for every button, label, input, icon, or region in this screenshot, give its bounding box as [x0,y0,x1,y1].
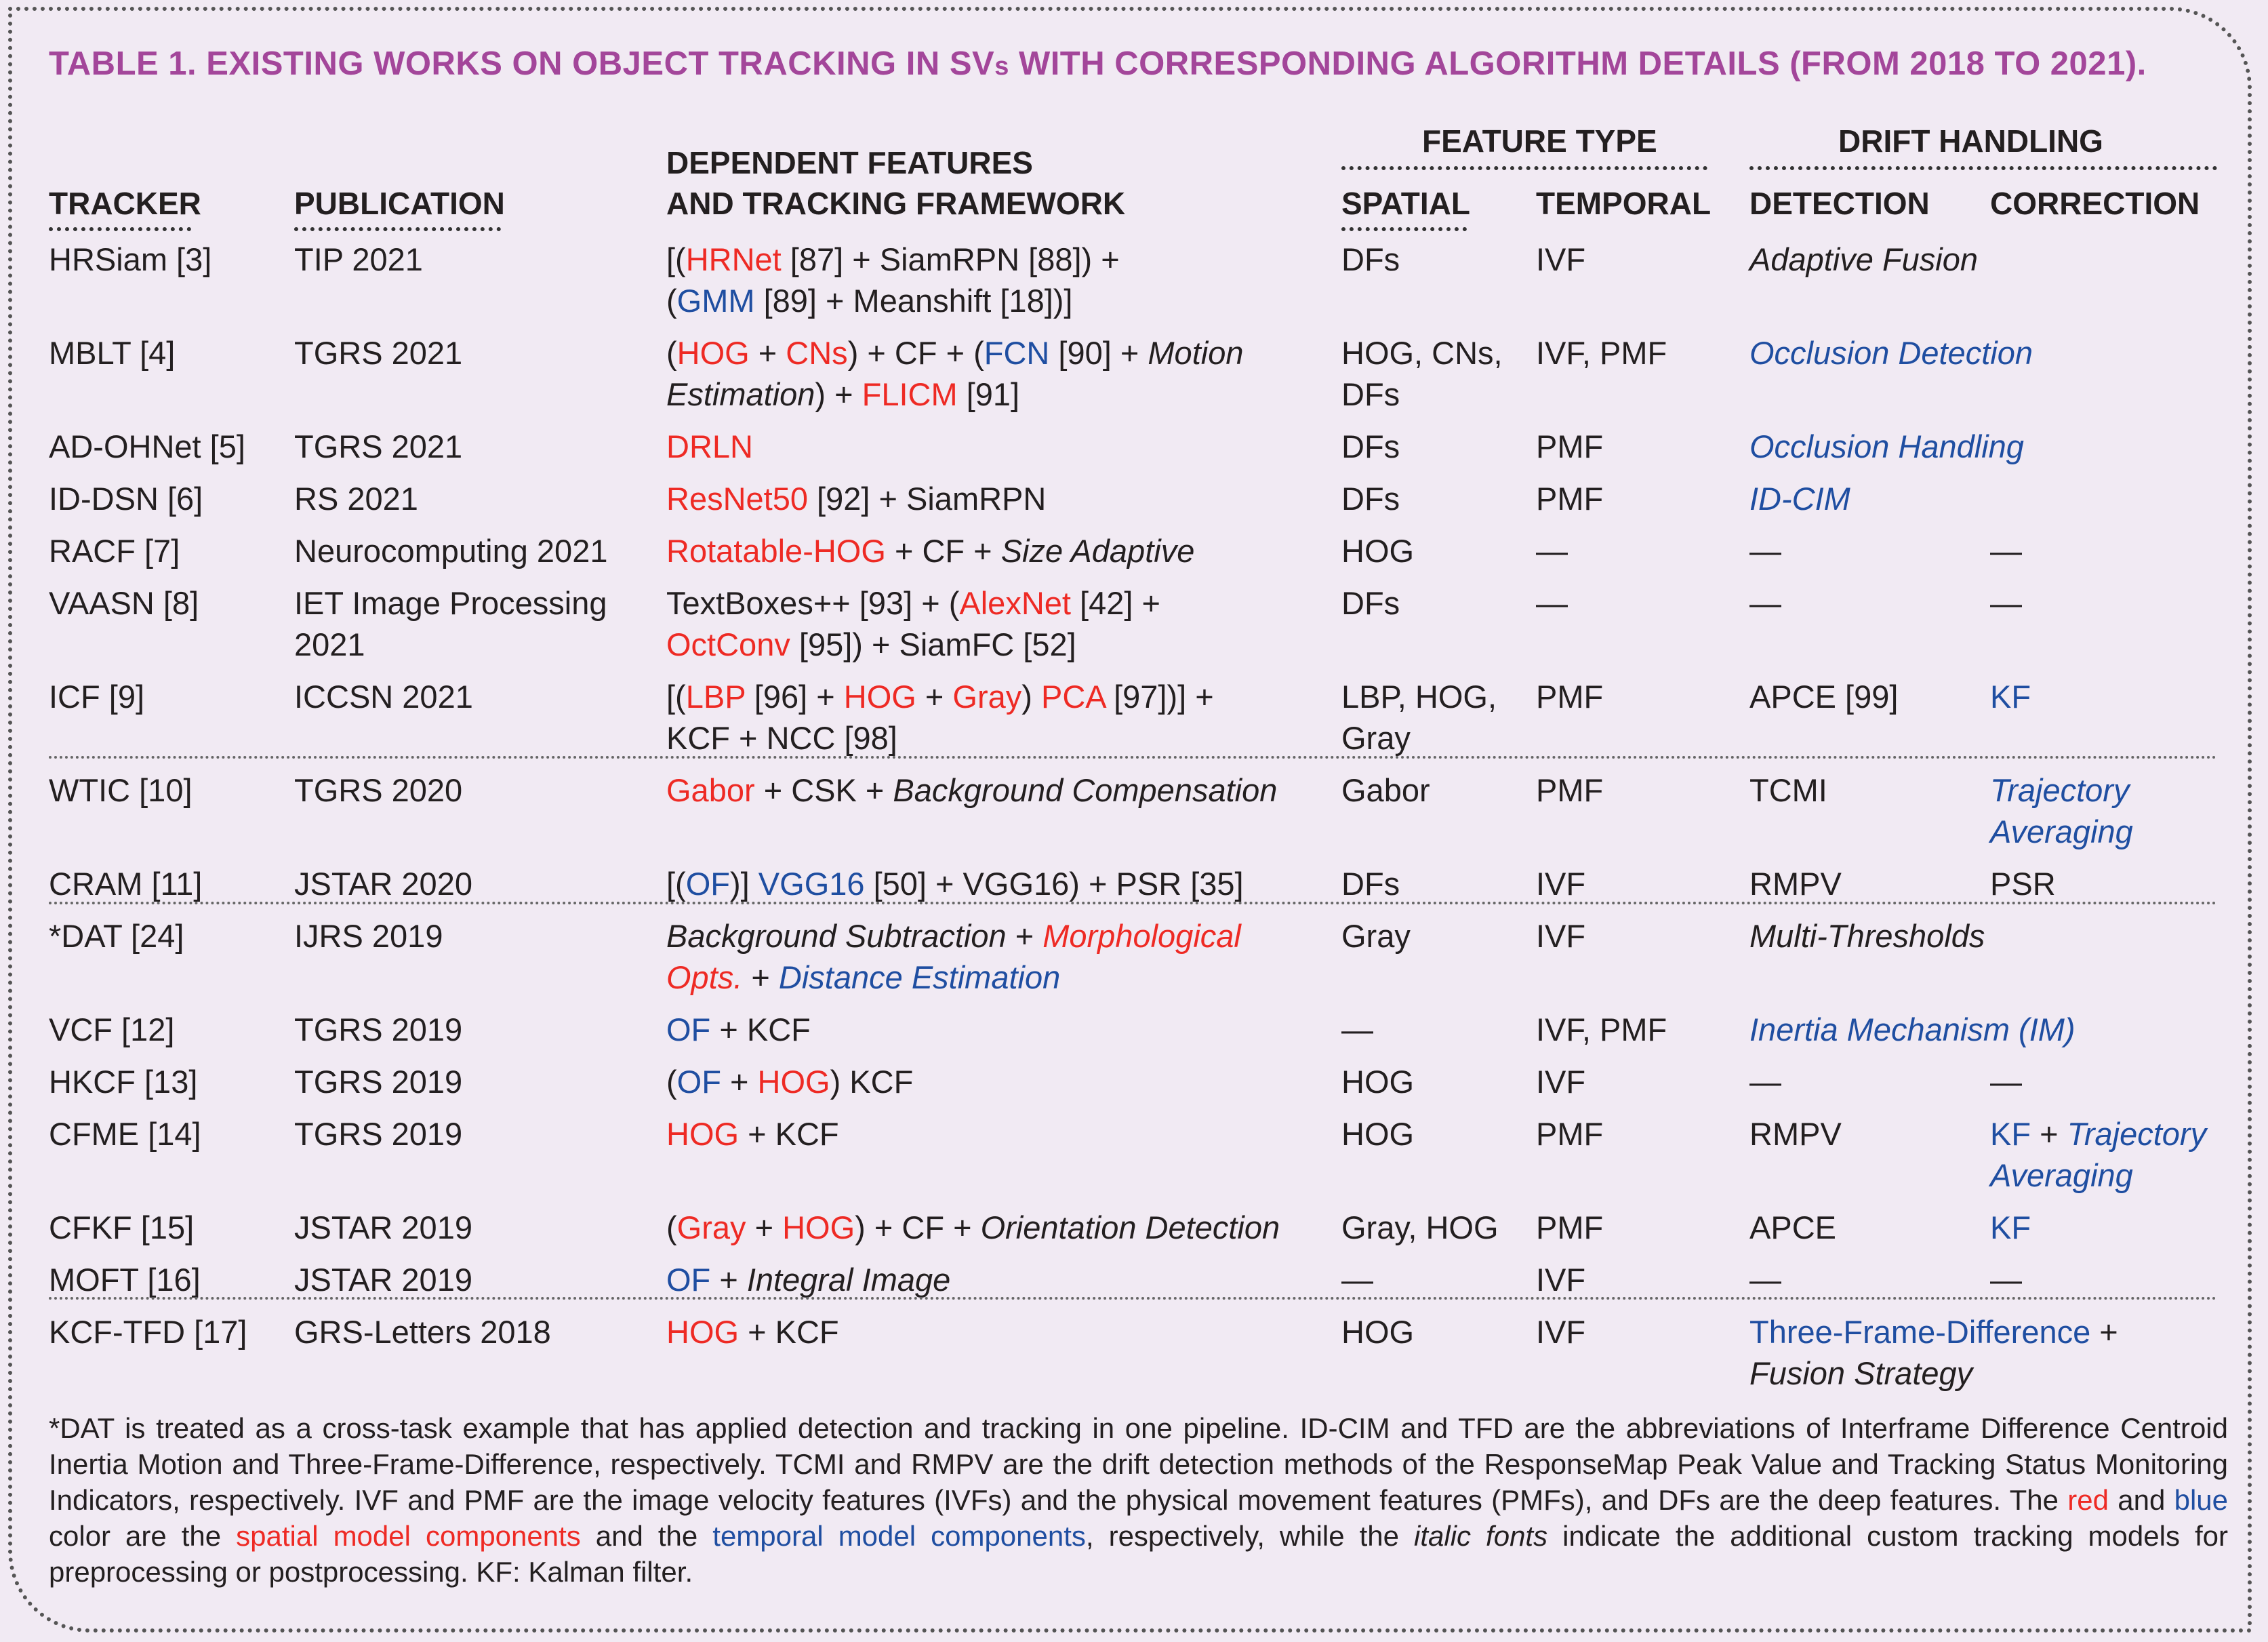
features-cell-run: OF [685,866,730,902]
correction-cell-run: + [2031,1116,2067,1152]
publication-cell: IET Image Processing 2021 [294,585,607,662]
features-cell [666,1061,1331,1102]
detection-cell [1749,239,2237,280]
features-cell [666,426,1331,467]
temporal-cell: — [1536,585,1568,621]
correction-cell-run: — [1990,533,2022,569]
tracker-cell: HKCF [13] [49,1064,198,1100]
footnote-run: indicate the additional custom tracking models for preprocessing or postprocessing. KF: Kalman filter. [49,1520,2228,1588]
features-cell-run: [89] + Meanshift [18])] [754,283,1073,319]
features-cell-run: + CF + [885,533,1001,569]
tracker-cell: CRAM [11] [49,866,203,902]
features-cell-run: + [710,1262,747,1298]
drift-handling-rule [1749,166,2217,170]
temporal-cell: IVF [1536,1064,1586,1100]
features-cell-run: VGG16 [758,866,865,902]
features-cell [666,1113,1331,1155]
features-cell-run: HOG [676,335,750,371]
temporal-cell: PMF [1536,481,1604,517]
group-separator [49,1297,2218,1300]
tracker-cell: *DAT [24] [49,918,184,954]
features-cell-run: ) + CF + [855,1209,981,1245]
tracker-cell: ID-DSN [6] [49,481,203,517]
detection-cell-run: Multi-Thresholds [1749,918,1985,954]
features-cell-run: LBP [685,679,746,715]
temporal-cell: IVF [1536,1262,1586,1298]
tracker-cell: VCF [12] [49,1012,175,1047]
features-cell-run: OF [666,1012,711,1047]
correction-cell [1990,769,2248,852]
tracker-cell: CFME [14] [49,1116,201,1152]
features-cell [666,863,1331,904]
features-cell-run: Gray [952,679,1022,715]
spatial-cell: DFs [1341,241,1400,277]
features-cell-run: Rotatable-HOG [666,533,886,569]
detection-cell-run: Fusion Strategy [1749,1355,1973,1391]
detection-cell-run: RMPV [1749,1116,1842,1152]
features-cell-run: [( [666,679,686,715]
correction-header: CORRECTION [1990,186,2200,221]
temporal-cell: IVF [1536,918,1586,954]
spatial-cell: Gray, HOG [1341,1209,1499,1245]
features-cell-run: Size Adaptive [1000,533,1195,569]
correction-cell [1990,1207,2248,1248]
features-cell-run: TextBoxes++ [93] + ( [666,585,960,621]
features-cell-run: OF [666,1262,711,1298]
features-cell [666,676,1331,759]
temporal-cell: IVF [1536,866,1586,902]
features-cell-run: + KCF [739,1314,839,1350]
detection-cell-run: + [2090,1314,2118,1350]
features-cell-run: + KCF [710,1012,811,1047]
features-cell-run: Morphological [1042,918,1241,954]
correction-cell-run: KF [1990,679,2031,715]
publication-cell: Neurocomputing 2021 [294,533,608,569]
features-cell [666,478,1331,519]
features-cell-run: GMM [676,283,755,319]
features-cell [666,915,1331,998]
detection-cell [1749,1009,2237,1050]
features-cell-run: AlexNet [959,585,1071,621]
features-cell-run: Gray [676,1209,746,1245]
features-cell-run: + CSK + [754,772,893,808]
features-cell-run: [( [666,866,686,902]
footnote-run: temporal model components [712,1520,1086,1552]
detection-cell-run: Three-Frame-Difference [1749,1314,2091,1350]
detection-cell-run: APCE [1749,1209,1836,1245]
detection-cell-run: — [1749,1262,1781,1298]
table-footnote [49,1410,2228,1590]
footnote-run: red [2067,1484,2109,1516]
detection-cell-run: APCE [99] [1749,679,1899,715]
features-cell-run: FCN [984,335,1050,371]
tracker-header: TRACKER [49,186,201,221]
footnote-run: spatial model components [236,1520,581,1552]
temporal-cell: PMF [1536,772,1604,808]
tracker-cell: RACF [7] [49,533,180,569]
publication-cell: GRS-Letters 2018 [294,1314,551,1350]
temporal-cell: IVF, PMF [1536,1012,1667,1047]
correction-cell-run: PSR [1990,866,2056,902]
features-cell-run: Estimation [666,376,815,412]
drift-handling-header: DRIFT HANDLING [1838,123,2103,159]
spatial-cell: DFs [1341,481,1400,517]
features-cell-run: ) KCF [830,1064,914,1100]
correction-cell [1990,582,2248,624]
spatial-cell: HOG [1341,1116,1415,1152]
features-cell-run: ) [1021,679,1041,715]
tracker-cell: HRSiam [3] [49,241,212,277]
tracker-cell: WTIC [10] [49,772,193,808]
temporal-header: TEMPORAL [1536,186,1712,221]
spatial-header-rule [1341,227,1467,231]
detection-cell-run: Inertia Mechanism (IM) [1749,1012,2075,1047]
features-cell-run: Background Compensation [893,772,1278,808]
features-cell [666,332,1331,415]
publication-cell: TGRS 2021 [294,428,463,464]
features-cell-run: HOG [843,679,916,715]
publication-cell: JSTAR 2019 [294,1209,472,1245]
features-cell-run: ( [666,1064,677,1100]
spatial-cell: HOG [1341,1064,1415,1100]
temporal-cell: PMF [1536,1116,1604,1152]
spatial-header: SPATIAL [1341,186,1470,221]
spatial-cell: HOG, CNs, DFs [1341,335,1503,412]
detection-cell-run: Adaptive Fusion [1749,241,1979,277]
tracker-cell: MBLT [4] [49,335,176,371]
features-cell-run: PCA [1040,679,1106,715]
features-header-line2: AND TRACKING FRAMEWORK [666,186,1126,221]
spatial-cell: HOG [1341,1314,1415,1350]
detection-cell-run: RMPV [1749,866,1842,902]
features-cell-run: [50] + VGG16) + PSR [35] [864,866,1244,902]
temporal-cell: PMF [1536,428,1604,464]
features-cell [666,582,1331,665]
features-cell-run: [91] [957,376,1020,412]
features-cell-run: HOG [666,1116,740,1152]
publication-cell: TGRS 2020 [294,772,463,808]
features-cell-run: HRNet [685,241,782,277]
table-title: TABLE 1. EXISTING WORKS ON OBJECT TRACKING IN SVs WITH CORRESPONDING ALGORITHM DETAILS (FROM 2018 TO 2021). [49,45,2147,82]
temporal-cell: — [1536,533,1568,569]
features-cell-run: + [742,959,779,995]
publication-header: PUBLICATION [294,186,505,221]
spatial-cell: — [1341,1012,1373,1047]
detection-cell-run: TCMI [1749,772,1827,808]
footnote-run: and [2108,1484,2174,1516]
group-separator [49,902,2218,904]
correction-cell [1990,863,2248,904]
detection-cell [1749,426,2237,467]
detection-cell [1749,478,2237,519]
spatial-cell: Gray [1341,918,1411,954]
features-cell-run: + [749,335,786,371]
features-cell-run: [97])] + [1105,679,1214,715]
detection-cell [1749,332,2237,374]
footnote-run: italic fonts [1414,1520,1548,1552]
correction-cell-run: — [1990,1262,2022,1298]
features-cell [666,1009,1331,1050]
spatial-cell: DFs [1341,866,1400,902]
features-cell-run: ) + [815,376,862,412]
temporal-cell: PMF [1536,679,1604,715]
features-cell-run: ( [666,1209,677,1245]
group-separator [49,756,2218,759]
correction-cell-run: — [1990,585,2022,621]
correction-cell [1990,530,2248,572]
features-cell-run: + [916,679,953,715]
features-cell-run: [92] + SiamRPN [808,481,1047,517]
features-cell-run: OctConv [666,626,790,662]
publication-cell: ICCSN 2021 [294,679,473,715]
features-cell-run: CNs [786,335,848,371]
correction-cell-run: Trajectory [2067,1116,2207,1152]
features-cell-run: Orientation Detection [980,1209,1280,1245]
features-cell-run: + [1006,918,1043,954]
correction-cell-run: — [1990,1064,2022,1100]
detection-cell-run: — [1749,533,1781,569]
publication-cell: JSTAR 2019 [294,1262,472,1298]
tracker-cell: VAASN [8] [49,585,199,621]
publication-cell: RS 2021 [294,481,418,517]
features-cell-run: Gabor [666,772,755,808]
correction-cell [1990,1061,2248,1102]
detection-cell [1749,915,2237,957]
spatial-cell: HOG [1341,533,1415,569]
features-cell-run: [42] + [1070,585,1160,621]
detection-cell [1749,1311,2237,1394]
features-cell-run: FLICM [862,376,958,412]
features-cell-run: Motion [1148,335,1244,371]
temporal-cell: IVF, PMF [1536,335,1667,371]
correction-cell-run: Averaging [1990,814,2133,849]
correction-cell [1990,1113,2248,1196]
publication-cell: TGRS 2021 [294,335,463,371]
correction-cell-run: Averaging [1990,1157,2133,1193]
publication-cell: TGRS 2019 [294,1116,463,1152]
features-cell-run: HOG [782,1209,855,1245]
tracker-cell: MOFT [16] [49,1262,201,1298]
detection-cell-run: — [1749,1064,1781,1100]
spatial-cell: DFs [1341,428,1400,464]
correction-cell-run: Trajectory [1990,772,2130,808]
publication-cell: JSTAR 2020 [294,866,472,902]
publication-cell: TGRS 2019 [294,1064,463,1100]
features-cell-run: ) + CF + ( [847,335,984,371]
features-cell-run: ( [666,283,677,319]
feature-type-rule [1341,166,1707,170]
features-cell-run: Background Subtraction [666,918,1007,954]
features-cell-run: ResNet50 [666,481,808,517]
footnote-run: and the [580,1520,713,1552]
correction-cell [1990,1259,2248,1300]
features-cell-run: Opts. [666,959,743,995]
features-cell-run: DRLN [666,428,753,464]
detection-header: DETECTION [1749,186,1930,221]
features-header-line1: DEPENDENT FEATURES [666,145,1033,180]
features-cell-run: Distance Estimation [778,959,1061,995]
features-cell-run: HOG [666,1314,740,1350]
features-cell [666,1311,1331,1353]
spatial-cell: DFs [1341,585,1400,621]
features-cell-run: + KCF [739,1116,839,1152]
features-cell [666,769,1331,811]
correction-cell-run: KF [1990,1209,2031,1245]
footnote-run: blue [2174,1484,2228,1516]
temporal-cell: IVF [1536,1314,1586,1350]
spatial-cell: Gabor [1341,772,1430,808]
feature-type-header: FEATURE TYPE [1422,123,1657,159]
features-cell-run: + [721,1064,758,1100]
correction-cell [1990,676,2248,717]
detection-cell-run: ID-CIM [1749,481,1850,517]
features-cell [666,239,1331,321]
detection-cell-run: Occlusion Handling [1749,428,2024,464]
tracker-header-rule [49,227,191,231]
tracker-cell: KCF-TFD [17] [49,1314,247,1350]
footnote-run: *DAT is treated as a cross-task example that has applied detection and tracking in one pipeline. ID-CIM and TFD are the abbreviations of Interframe Difference Centroid Inertia Motion and Three-Frame-Difference, respectively. TCMI and RMPV are the drift detection methods of the ResponseMap Peak Value and Tracking Status Monitoring Indicators, respectively. IVF and PMF are the image velocity features (IVFs) and the physical movement features (PMFs), and DFs are the deep features. The [49,1412,2228,1516]
spatial-cell: LBP, HOG, Gray [1341,679,1497,756]
publication-cell: IJRS 2019 [294,918,443,954]
features-cell-run: )] [730,866,758,902]
features-cell-run: ( [666,335,677,371]
tracker-cell: CFKF [15] [49,1209,195,1245]
tracker-cell: AD-OHNet [5] [49,428,245,464]
features-cell [666,530,1331,572]
spatial-cell: — [1341,1262,1373,1298]
publication-cell: TIP 2021 [294,241,423,277]
publication-header-rule [294,227,501,231]
temporal-cell: PMF [1536,1209,1604,1245]
features-cell-run: HOG [757,1064,830,1100]
features-cell-run: OF [676,1064,721,1100]
detection-cell-run: Occlusion Detection [1749,335,2033,371]
features-cell [666,1207,1331,1248]
features-cell-run: + [746,1209,783,1245]
features-cell-run: [96] + [745,679,844,715]
tracker-cell: ICF [9] [49,679,145,715]
temporal-cell: IVF [1536,241,1586,277]
correction-cell-run: KF [1990,1116,2031,1152]
footnote-run: color are the [49,1520,237,1552]
features-cell [666,1259,1331,1300]
features-cell-run: [95]) + SiamFC [52] [790,626,1076,662]
features-cell-run: KCF + NCC [98] [666,720,897,756]
footnote-run: , respectively, while the [1085,1520,1415,1552]
detection-cell-run: — [1749,585,1781,621]
features-cell-run: [90] + [1049,335,1148,371]
publication-cell: TGRS 2019 [294,1012,463,1047]
features-cell-run: Integral Image [746,1262,951,1298]
features-cell-run: [( [666,241,686,277]
features-cell-run: [87] + SiamRPN [88]) + [781,241,1120,277]
